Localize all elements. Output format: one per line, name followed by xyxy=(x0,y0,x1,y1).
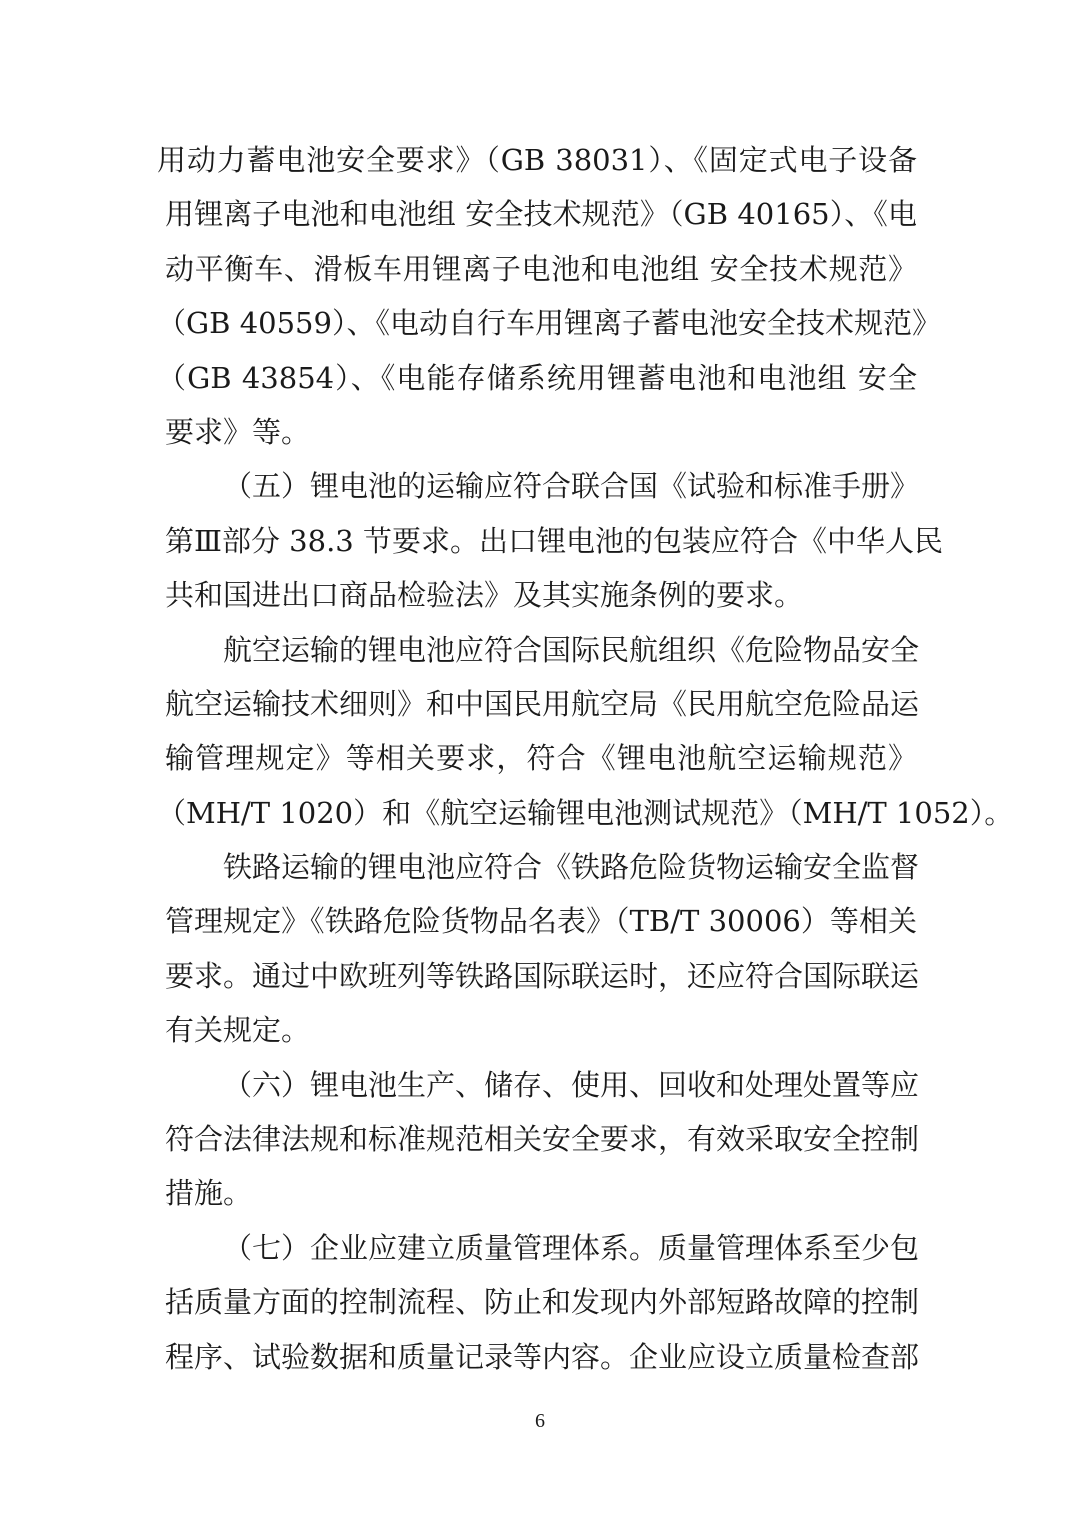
paragraph-heading-6: （六）锂电池生产、储存、使用、回收和处理处置等应 xyxy=(223,1067,920,1102)
text-line: 航空运输的锂电池应符合国际民航组织《危险物品安全 xyxy=(223,632,920,667)
text-line: 动平衡车、滑板车用锂离子电池和电池组 安全技术规范》 xyxy=(165,251,917,286)
text-line: 用动力蓄电池安全要求》（GB 38031）、《固定式电子设备 xyxy=(157,143,917,177)
text-line: 措施。 xyxy=(165,1176,253,1211)
text-line: （MH/T 1020）和《航空运输锂电池测试规范》（MH/T 1052）。 xyxy=(157,795,1014,830)
text-line: 共和国进出口商品检验法》及其实施条例的要求。 xyxy=(165,578,804,613)
text-line: 管理规定》《铁路危险货物品名表》（TB/T 30006）等相关 xyxy=(165,904,917,939)
page-number: 6 xyxy=(535,1410,545,1432)
text-line: 输管理规定》等相关要求，符合《锂电池航空运输规范》 xyxy=(165,741,917,776)
text-line: 有关规定。 xyxy=(165,1013,311,1048)
text-line: 航空运输技术细则》和中国民用航空局《民用航空危险品运 xyxy=(165,686,920,721)
document-body xyxy=(157,133,1014,1384)
text-line: 用锂离子电池和电池组 安全技术规范》（GB 40165）、《电 xyxy=(165,197,917,232)
paragraph-heading-5: （五）锂电池的运输应符合联合国《试验和标准手册》 xyxy=(223,469,920,504)
paragraph-heading-7: （七）企业应建立质量管理体系。质量管理体系至少包 xyxy=(223,1230,920,1265)
text-line: （GB 40559）、《电动自行车用锂离子蓄电池安全技术规范》 xyxy=(157,306,941,341)
text-line: 括质量方面的控制流程、防止和发现内外部短路故障的控制 xyxy=(165,1285,920,1320)
text-line: 符合法律法规和标准规范相关安全要求，有效采取安全控制 xyxy=(165,1122,920,1157)
text-line: 铁路运输的锂电池应符合《铁路危险货物运输安全监督 xyxy=(223,850,920,885)
text-line: 要求。通过中欧班列等铁路国际联运时，还应符合国际联运 xyxy=(165,958,920,993)
text-line: 第Ⅲ部分 38.3 节要求。出口锂电池的包装应符合《中华人民 xyxy=(165,523,943,558)
text-line: 程序、试验数据和质量记录等内容。企业应设立质量检查部 xyxy=(165,1339,920,1374)
text-line: （GB 43854）、《电能存储系统用锂蓄电池和电池组 安全 xyxy=(157,360,917,395)
text-line: 要求》等。 xyxy=(165,414,311,449)
